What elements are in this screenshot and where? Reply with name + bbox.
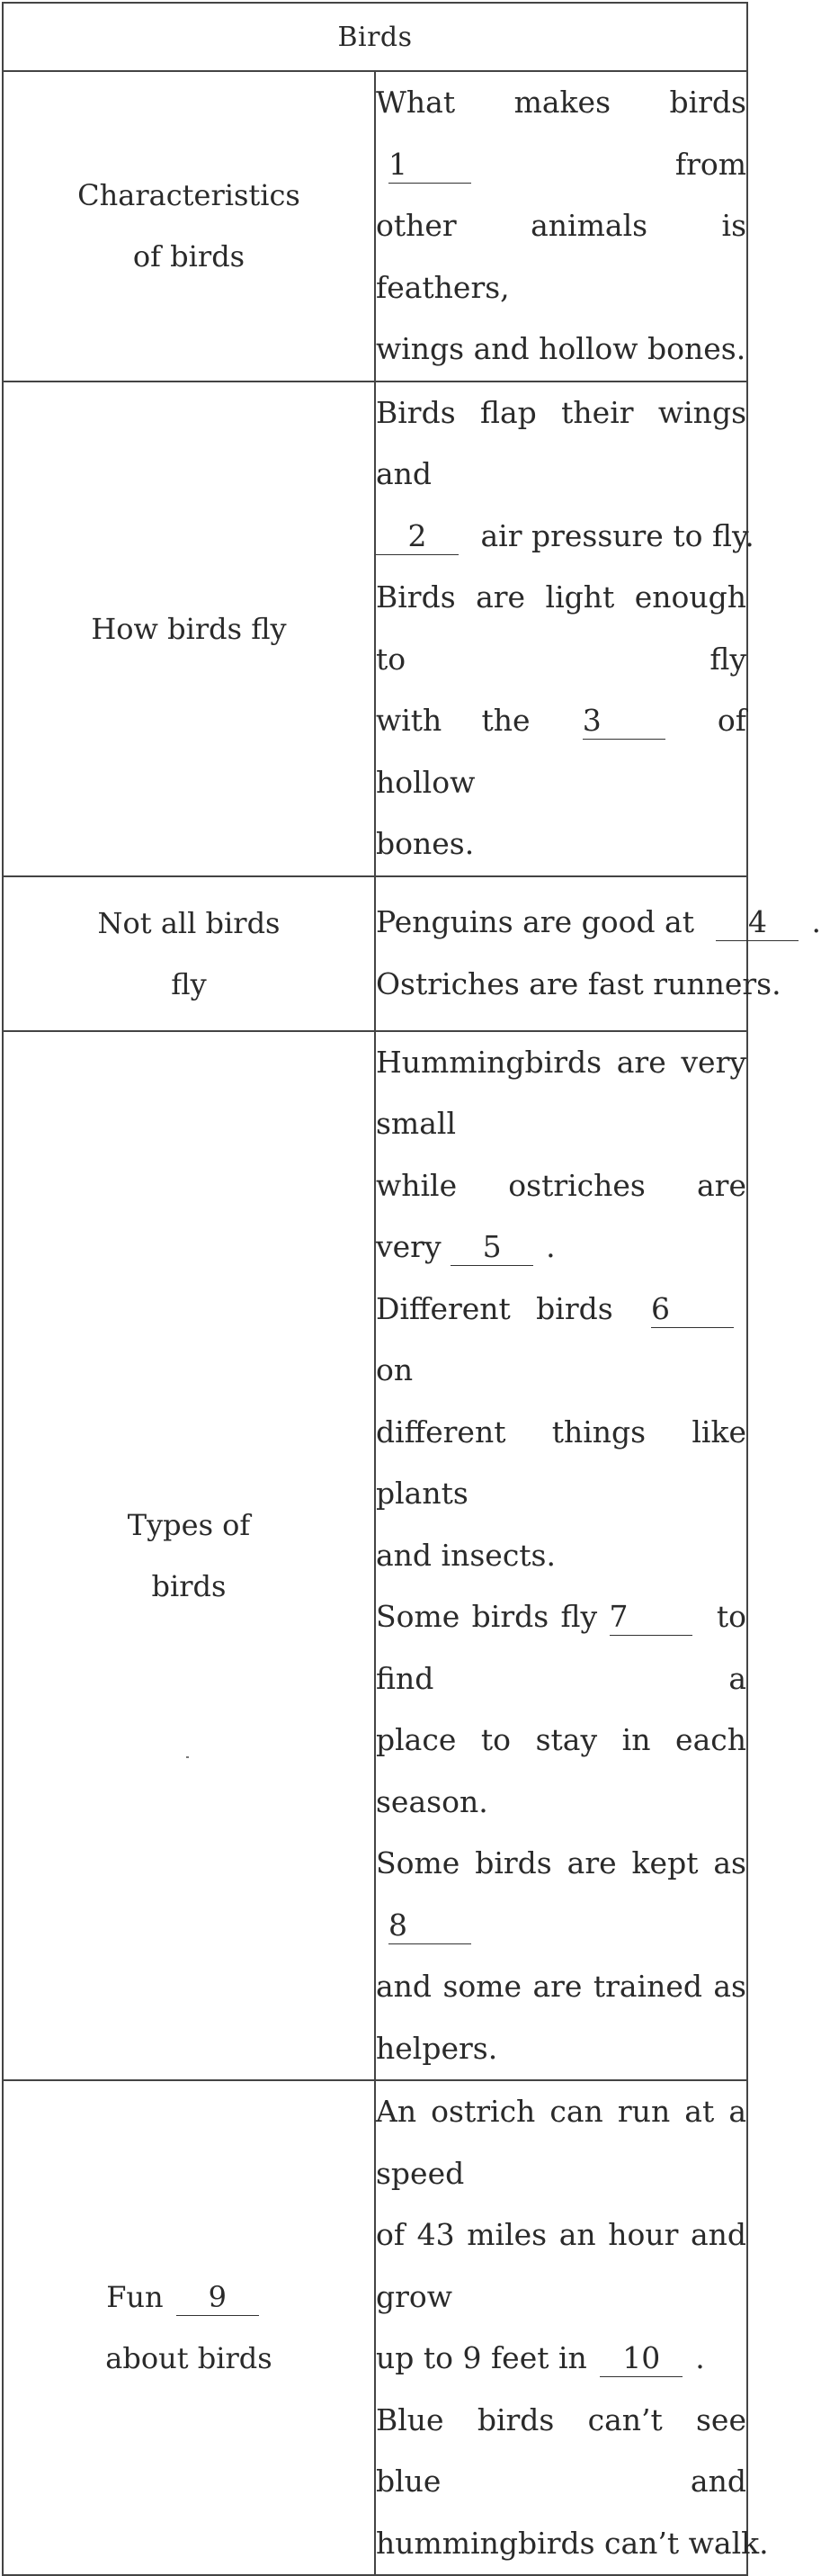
blank-3[interactable]: 3 bbox=[583, 703, 665, 740]
row-label-how-birds-fly: How birds fly bbox=[3, 381, 375, 876]
row-label-types-of-birds: Types of birds bbox=[3, 1031, 375, 2081]
blank-7[interactable]: 7 bbox=[610, 1599, 692, 1636]
blank-8[interactable]: 8 bbox=[388, 1907, 471, 1944]
table-row-not-all-birds-fly bbox=[3, 876, 747, 1031]
row-label-fun-about-birds: Fun 9 about birds bbox=[3, 2080, 375, 2575]
row-content-types-of-birds: Hummingbirds are very small while ostriches are very 5 . Different birds 6 on different things like plants and insects. Some birds fly 7 to find a place to stay in each season. Some birds are kept as 8 and some are trained as helpers. bbox=[375, 1031, 747, 2081]
table-title: Birds bbox=[3, 3, 747, 71]
blank-4[interactable]: 4 bbox=[716, 904, 799, 941]
row-label-not-all-birds-fly: Not all birds fly bbox=[3, 876, 375, 1031]
blank-10[interactable]: 10 bbox=[600, 2340, 683, 2377]
blank-9[interactable]: 9 bbox=[176, 2279, 259, 2316]
row-content-fun-about-birds: An ostrich can run at a speed of 43 miles an hour and grow up to 9 feet in 10 . Blue birds can’t see blue and hummingbirds can’t walk. bbox=[375, 2080, 747, 2575]
blank-6[interactable]: 6 bbox=[651, 1291, 734, 1328]
row-content-not-all-birds-fly: Penguins are good at 4 . Ostriches are fast runners. bbox=[375, 876, 747, 1031]
table-row-fun-about-birds bbox=[3, 2080, 747, 2575]
blank-1[interactable]: 1 bbox=[388, 147, 471, 184]
blank-2[interactable]: 2 bbox=[376, 518, 459, 555]
table-row-characteristics bbox=[3, 71, 747, 381]
table-row-how-birds-fly bbox=[3, 381, 747, 876]
row-label-characteristics: Characteristics of birds bbox=[3, 71, 375, 381]
blank-5[interactable]: 5 bbox=[451, 1229, 533, 1266]
birds-table bbox=[2, 2, 821, 2576]
row-content-characteristics: What makes birds 1 from other animals is feathers, wings and hollow bones. bbox=[375, 71, 747, 381]
title-row bbox=[3, 3, 747, 71]
table-row-types-of-birds bbox=[3, 1031, 747, 2081]
row-content-how-birds-fly: Birds flap their wings and 2 air pressure to fly. Birds are light enough to fly with the 3 of hollow bones. bbox=[375, 381, 747, 876]
stray-mark bbox=[186, 1756, 189, 1758]
